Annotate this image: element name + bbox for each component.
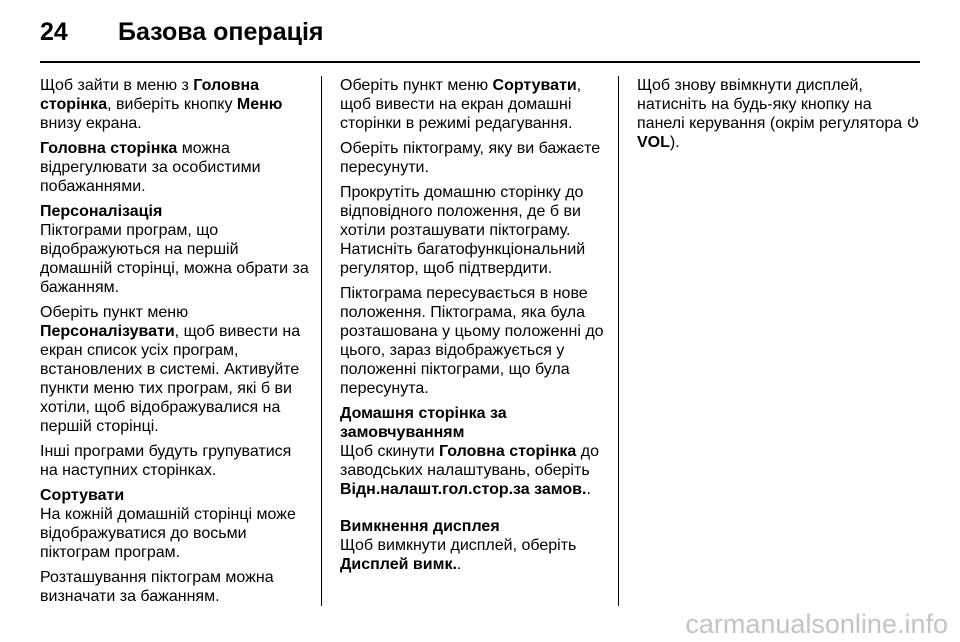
text: Щоб знову ввімкнути дисплей, натисніть на будь-яку кнопку на панелі керування (окрім регулятора xyxy=(637,77,907,132)
paragraph-personalize-menu xyxy=(40,303,312,436)
heading-display-off xyxy=(340,517,612,536)
text: , виберіть кнопку xyxy=(107,96,237,113)
term-display-off: Дисплей вимк. xyxy=(340,556,457,573)
header-rule xyxy=(40,61,920,63)
paragraph-icon-moved: Піктограма пересувається в нове положення. Піктограма, яка була розташована у цьому положенні до цього, зараз відображується у положенні піктограми, що була пересунута. xyxy=(340,285,604,397)
page-header xyxy=(40,18,920,58)
text: Щоб вимкнути дисплей, оберіть xyxy=(340,537,577,554)
watermark: carmanualsonline.info xyxy=(685,609,948,639)
term-reset-default: Відн.налашт.гол.стор.за замов. xyxy=(340,481,587,498)
column-divider-1 xyxy=(321,76,322,606)
term-sort: Сортувати xyxy=(492,77,577,94)
text: Щоб скинути xyxy=(340,443,439,460)
heading-text: Вимкнення дисплея xyxy=(340,518,500,535)
term-home-page: Головна сторінка xyxy=(40,77,260,113)
heading-personalization xyxy=(40,202,312,221)
text: до заводських налаштувань, оберіть xyxy=(340,443,599,479)
text: Оберіть пункт меню xyxy=(40,304,189,321)
text: Оберіть пункт меню xyxy=(340,77,493,94)
column-3 xyxy=(637,76,919,158)
column-1 xyxy=(40,76,312,612)
heading-text: Домашня сторінка за замовчуванням xyxy=(340,405,507,441)
text: . xyxy=(586,481,591,498)
text: Щоб зайти в меню з xyxy=(40,77,194,94)
paragraph-select-icon: Оберіть піктограму, яку ви бажаєте пересунути. xyxy=(340,140,601,176)
paragraph-display-on xyxy=(637,76,919,152)
term-personalize: Персоналізувати xyxy=(40,323,175,340)
paragraph-scroll: Прокрутіть домашню сторінку до відповідного положення, де б ви хотіли розташувати піктограму. Натисніть багатофункціональний регулятор, щоб підтвердити. xyxy=(340,184,586,277)
heading-text: Сортувати xyxy=(40,487,125,504)
text: , щоб вивести на екран список усіх програм, встановлених в системі. Активуйте пункти меню тих програм, які б ви хотіли, щоб відображувалися на першій сторінці. xyxy=(40,323,301,435)
paragraph-sort-menu xyxy=(340,76,612,133)
paragraph-other-programs: Інші програми будуть групуватися на наступних сторінках. xyxy=(40,443,292,479)
term-menu: Меню xyxy=(236,96,283,113)
paragraph-arrangement: Розташування піктограм можна визначати за бажанням. xyxy=(40,569,274,605)
term-vol: VOL xyxy=(637,134,670,151)
text: внизу екрана. xyxy=(40,115,142,132)
paragraph-home-adjust xyxy=(40,139,312,196)
paragraph-menu-intro xyxy=(40,76,312,133)
power-icon xyxy=(907,116,919,129)
text: можна відрегулювати за особистими побажаннями. xyxy=(40,140,261,195)
heading-text: Персоналізація xyxy=(40,203,163,220)
paragraph-personalization: Піктограми програм, що відображуються на першій домашній сторінці, можна обрати за бажанням. xyxy=(40,222,309,296)
text: , щоб вивести на екран домашні сторінки в режимі редагування. xyxy=(340,77,582,132)
column-2 xyxy=(340,76,612,580)
paragraph-display-off xyxy=(340,536,612,574)
section-title: Базова операція xyxy=(118,18,324,46)
paragraph-reset-home xyxy=(340,442,612,499)
text: ). xyxy=(669,134,680,151)
term-home-page: Головна сторінка xyxy=(40,140,178,157)
page-number: 24 xyxy=(40,18,68,46)
heading-sort xyxy=(40,486,312,505)
text: . xyxy=(456,556,462,573)
paragraph-sort: На кожній домашній сторінці може відображуватися до восьми піктограм програм. xyxy=(40,506,296,561)
term-home-page: Головна сторінка xyxy=(439,443,577,460)
heading-default-home xyxy=(340,404,612,442)
column-divider-2 xyxy=(618,76,619,606)
